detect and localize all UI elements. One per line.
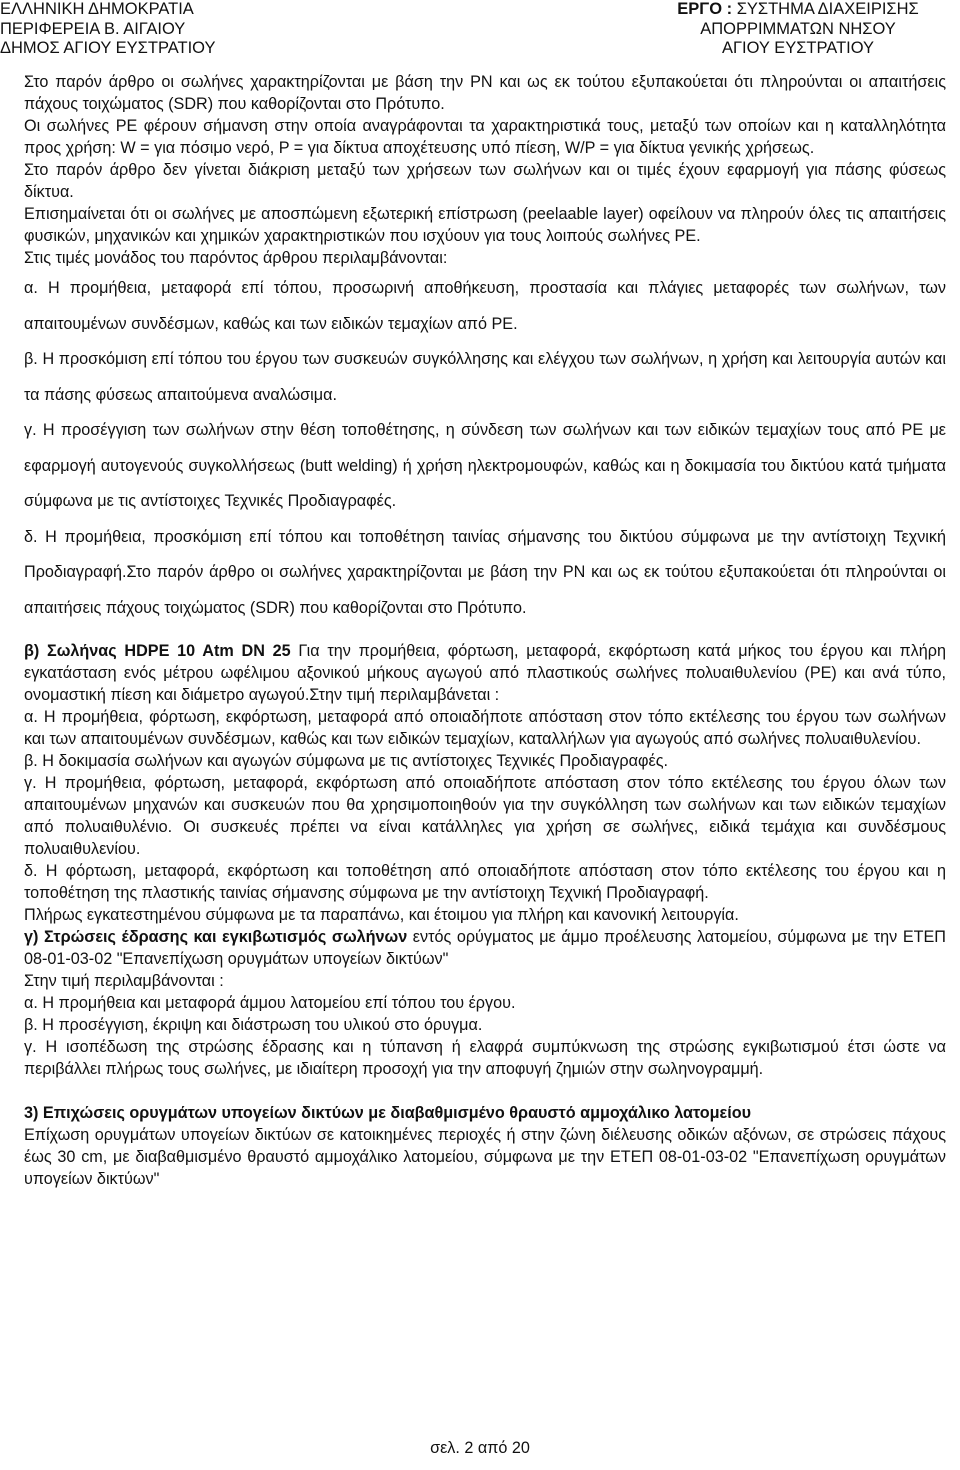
page-number: σελ. 2 από 20 <box>430 1439 530 1457</box>
section-b-closing: Πλήρως εγκατεστημένου σύμφωνα με τα παραπάνω, και έτοιμου για πλήρη και κανονική λειτουργία. <box>24 906 739 924</box>
header-project-line2: ΑΠΟΡΡΙΜΜΑΤΩΝ ΝΗΣΟΥ <box>700 19 896 38</box>
header-project-label: ΕΡΓΟ : <box>677 0 733 18</box>
header-issuer <box>0 0 215 59</box>
section-3-text: Επίχωση ορυγμάτων υπογείων δικτύων σε κατοικημένες περιοχές ή στην ζώνη διέλευσης οδικών αξόνων, σε στρώσεις πάχους έως 30 cm, με διαβαθμισμένο θραυστό αμμοχάλικο λατομείου, σύμφωνα με την ΕΤΕΠ 08-01-03-02 "Επανεπίχωση ορυγμάτων υπογείων δικτύων" <box>24 1126 946 1188</box>
list-item-b: β. Η προσκόμιση επί τόπου του έργου των συσκευών συγκόλλησης και ελέγχου των σωλήνων, η χρήση και λειτουργία αυτών και τα πάσης φύσεως απαιτούμενα αναλώσιμα. <box>24 350 946 404</box>
section-3-title: 3) Επιχώσεις ορυγμάτων υπογείων δικτύων με διαβαθμισμένο θραυστό αμμοχάλικο λατομείου <box>24 1104 752 1122</box>
list-item-d: δ. Η προμήθεια, προσκόμιση επί τόπου και τοποθέτηση ταινίας σήμανσης του δικτύου σύμφωνα με την αντίστοιχη Τεχνική Προδιαγραφή.Στο παρόν άρθρο οι σωλήνες χαρακτηρίζονται με βάση την PN και ως εκ τούτου εξυπακούεται ότι πληρούνται οι απαιτήσεις πάχους τοιχώματος (SDR) που καθορίζονται στο Πρότυπο. <box>24 527 946 617</box>
section-c-item-b: β. Η προσέγγιση, έκριψη και διάστρωση του υλικού στο όρυγμα. <box>24 1016 483 1034</box>
list-item-a: α. Η προμήθεια, μεταφορά επί τόπου, προσωρινή αποθήκευση, προστασία και πλάγιες μεταφορές των σωλήνων, των απαιτουμένων συνδέσμων, καθώς και των ειδικών τεμαχίων από PE. <box>24 279 946 333</box>
header-municipality: ΔΗΜΟΣ ΑΓΙΟΥ ΕΥΣΤΡΑΤΙΟΥ <box>0 39 216 57</box>
list-item-c: γ. Η προσέγγιση των σωλήνων στην θέση τοποθέτησης, η σύνδεση των σωλήνων και των ειδικών τεμαχίων τους από PE με εφαρμογή αυτογενούς συγκολλήσεως (butt welding) ή χρήση ηλεκτρομουφών, καθώς και η δοκιμασία του δικτύου κατά τμήματα σύμφωνα με τις αντίστοιχες Τεχνικές Προδιαγραφές. <box>24 421 946 510</box>
header-project-line3: ΑΓΙΟΥ ΕΥΣΤΡΑΤΙΟΥ <box>721 39 875 57</box>
header-project-title: ΣΥΣΤΗΜΑ ΔΙΑΧΕΙΡΙΣΗΣ <box>732 0 919 18</box>
section-c-item-a: α. Η προμήθεια και μεταφορά άμμου λατομείου επί τόπου του έργου. <box>24 994 516 1012</box>
header-country: ΕΛΛΗΝΙΚΗ ΔΗΜΟΚΡΑΤΙΑ <box>0 0 194 18</box>
section-b-item-d: δ. Η φόρτωση, μεταφορά, εκφόρτωση και τοποθέτηση από οποιαδήποτε απόσταση στον τόπο εκτέλεσης του έργου και η τοποθέτηση της πλαστικής ταινίας σήμανσης σύμφωνα με την αντίστοιχη Τεχνική Προδιαγραφή. <box>24 862 946 902</box>
paragraph-peelable-layer: Επισημαίνεται ότι οι σωλήνες με αποσπώμενη εξωτερική επίστρωση (peelaable layer) οφείλουν να πληρούν όλες τις απαιτήσεις φυσικών, μηχανικών και χημικών χαρακτηριστικών που ισχύουν για τους λοιπούς σωλήνες PE. <box>24 205 946 245</box>
header-project <box>638 0 958 59</box>
paragraph-marking: Οι σωλήνες PE φέρουν σήμανση στην οποία αναγράφονται τα χαρακτηριστικά τους, μεταξύ των οποίων και η καταλληλότητα προς χρήση: W = για πόσιμο νερό, P = για δίκτυα αποχέτευσης υπό πίεση, W/P = για δίκτυα γενικής χρήσεως. <box>24 117 946 157</box>
document-body <box>24 71 946 1190</box>
section-c-intro <box>24 926 946 970</box>
section-c-price-intro: Στην τιμή περιλαμβάνονται : <box>24 972 224 990</box>
section-b-item-a: α. Η προμήθεια, φόρτωση, εκφόρτωση, μεταφορά από οποιαδήποτε απόσταση στον τόπο εκτέλεσης του έργου των σωλήνων και των απαιτουμένων συνδέσμων, καθώς και των ειδικών τεμαχίων, καταλλήλων για αγωγούς από σωλήνες πολυαιθυλενίου. <box>24 708 946 748</box>
section-b-intro-text: Για την προμήθεια, φόρτωση, μεταφορά, εκφόρτωση κατά μήκος του έργου και πλήρη εγκατάσταση ενός μέτρου ωφέλιμου αξονικού μήκους αγωγού από πλαστικούς σωλήνες πολυαιθυλενίου (PE) και ανά τύπο, ονομαστική πίεση και διάμετρο αγωγού.Στην τιμή περιλαμβάνεται : <box>24 642 946 704</box>
header-project-line1 <box>638 0 958 20</box>
section-b-title: β) Σωλήνας HDPE 10 Atm DN 25 <box>24 642 291 660</box>
section-c-intro-text: εντός ορύγματος με άμμο προέλευσης λατομείου, σύμφωνα με την ΕΤΕΠ 08-01-03-02 "Επανεπίχωση ορυγμάτων υπογείων δικτύων" <box>24 928 946 968</box>
paragraph-uses: Στο παρόν άρθρο δεν γίνεται διάκριση μεταξύ των χρήσεων των σωλήνων και οι τιμές έχουν εφαρμογή για πάσης φύσεως δίκτυα. <box>24 161 946 201</box>
section-c-item-c: γ. Η ισοπέδωση της στρώσης έδρασης και η τύπανση ή ελαφρά συμπύκνωση της στρώσης εγκιβωτισμού έτσι ώστε να περιβάλλει πλήρως τους σωλήνες, με ιδιαίτερη προσοχή για την αποφυγή ζημιών στην σωληνογραμμή. <box>24 1038 946 1078</box>
section-b-intro <box>24 640 946 706</box>
section-c-title: γ) Στρώσεις έδρασης και εγκιβωτισμός σωλήνων <box>24 928 408 946</box>
header-region: ΠΕΡΙΦΕΡΕΙΑ Β. ΑΙΓΑΙΟΥ <box>0 19 186 38</box>
section-b-item-b: β. Η δοκιμασία σωλήνων και αγωγών σύμφωνα με τις αντίστοιχες Τεχνικές Προδιαγραφές. <box>24 752 668 770</box>
paragraph-pn-classification: Στο παρόν άρθρο οι σωλήνες χαρακτηρίζονται με βάση την PN και ως εκ τούτου εξυπακούεται ότι πληρούνται οι απαιτήσεις πάχους τοιχώματος (SDR) που καθορίζονται στο Πρότυπο. <box>24 73 946 113</box>
section-b-item-c: γ. Η προμήθεια, φόρτωση, μεταφορά, εκφόρτωση από οποιαδήποτε απόσταση στον τόπο εκτέλεσης του έργου όλων των απαιτουμένων μηχανών και συσκευών που θα χρησιμοποιηθούν για την συγκόλληση των σωλήνων και των ειδικών τεμαχίων από πολυαιθυλένιο. Οι συσκευές πρέπει να είναι κατάλληλες για χρήση σε σωλήνες, ειδικά τεμάχια και συνδέσμους πολυαιθυλενίου. <box>24 774 946 858</box>
paragraph-price-includes: Στις τιμές μονάδος του παρόντος άρθρου περιλαμβάνονται: <box>24 249 448 267</box>
